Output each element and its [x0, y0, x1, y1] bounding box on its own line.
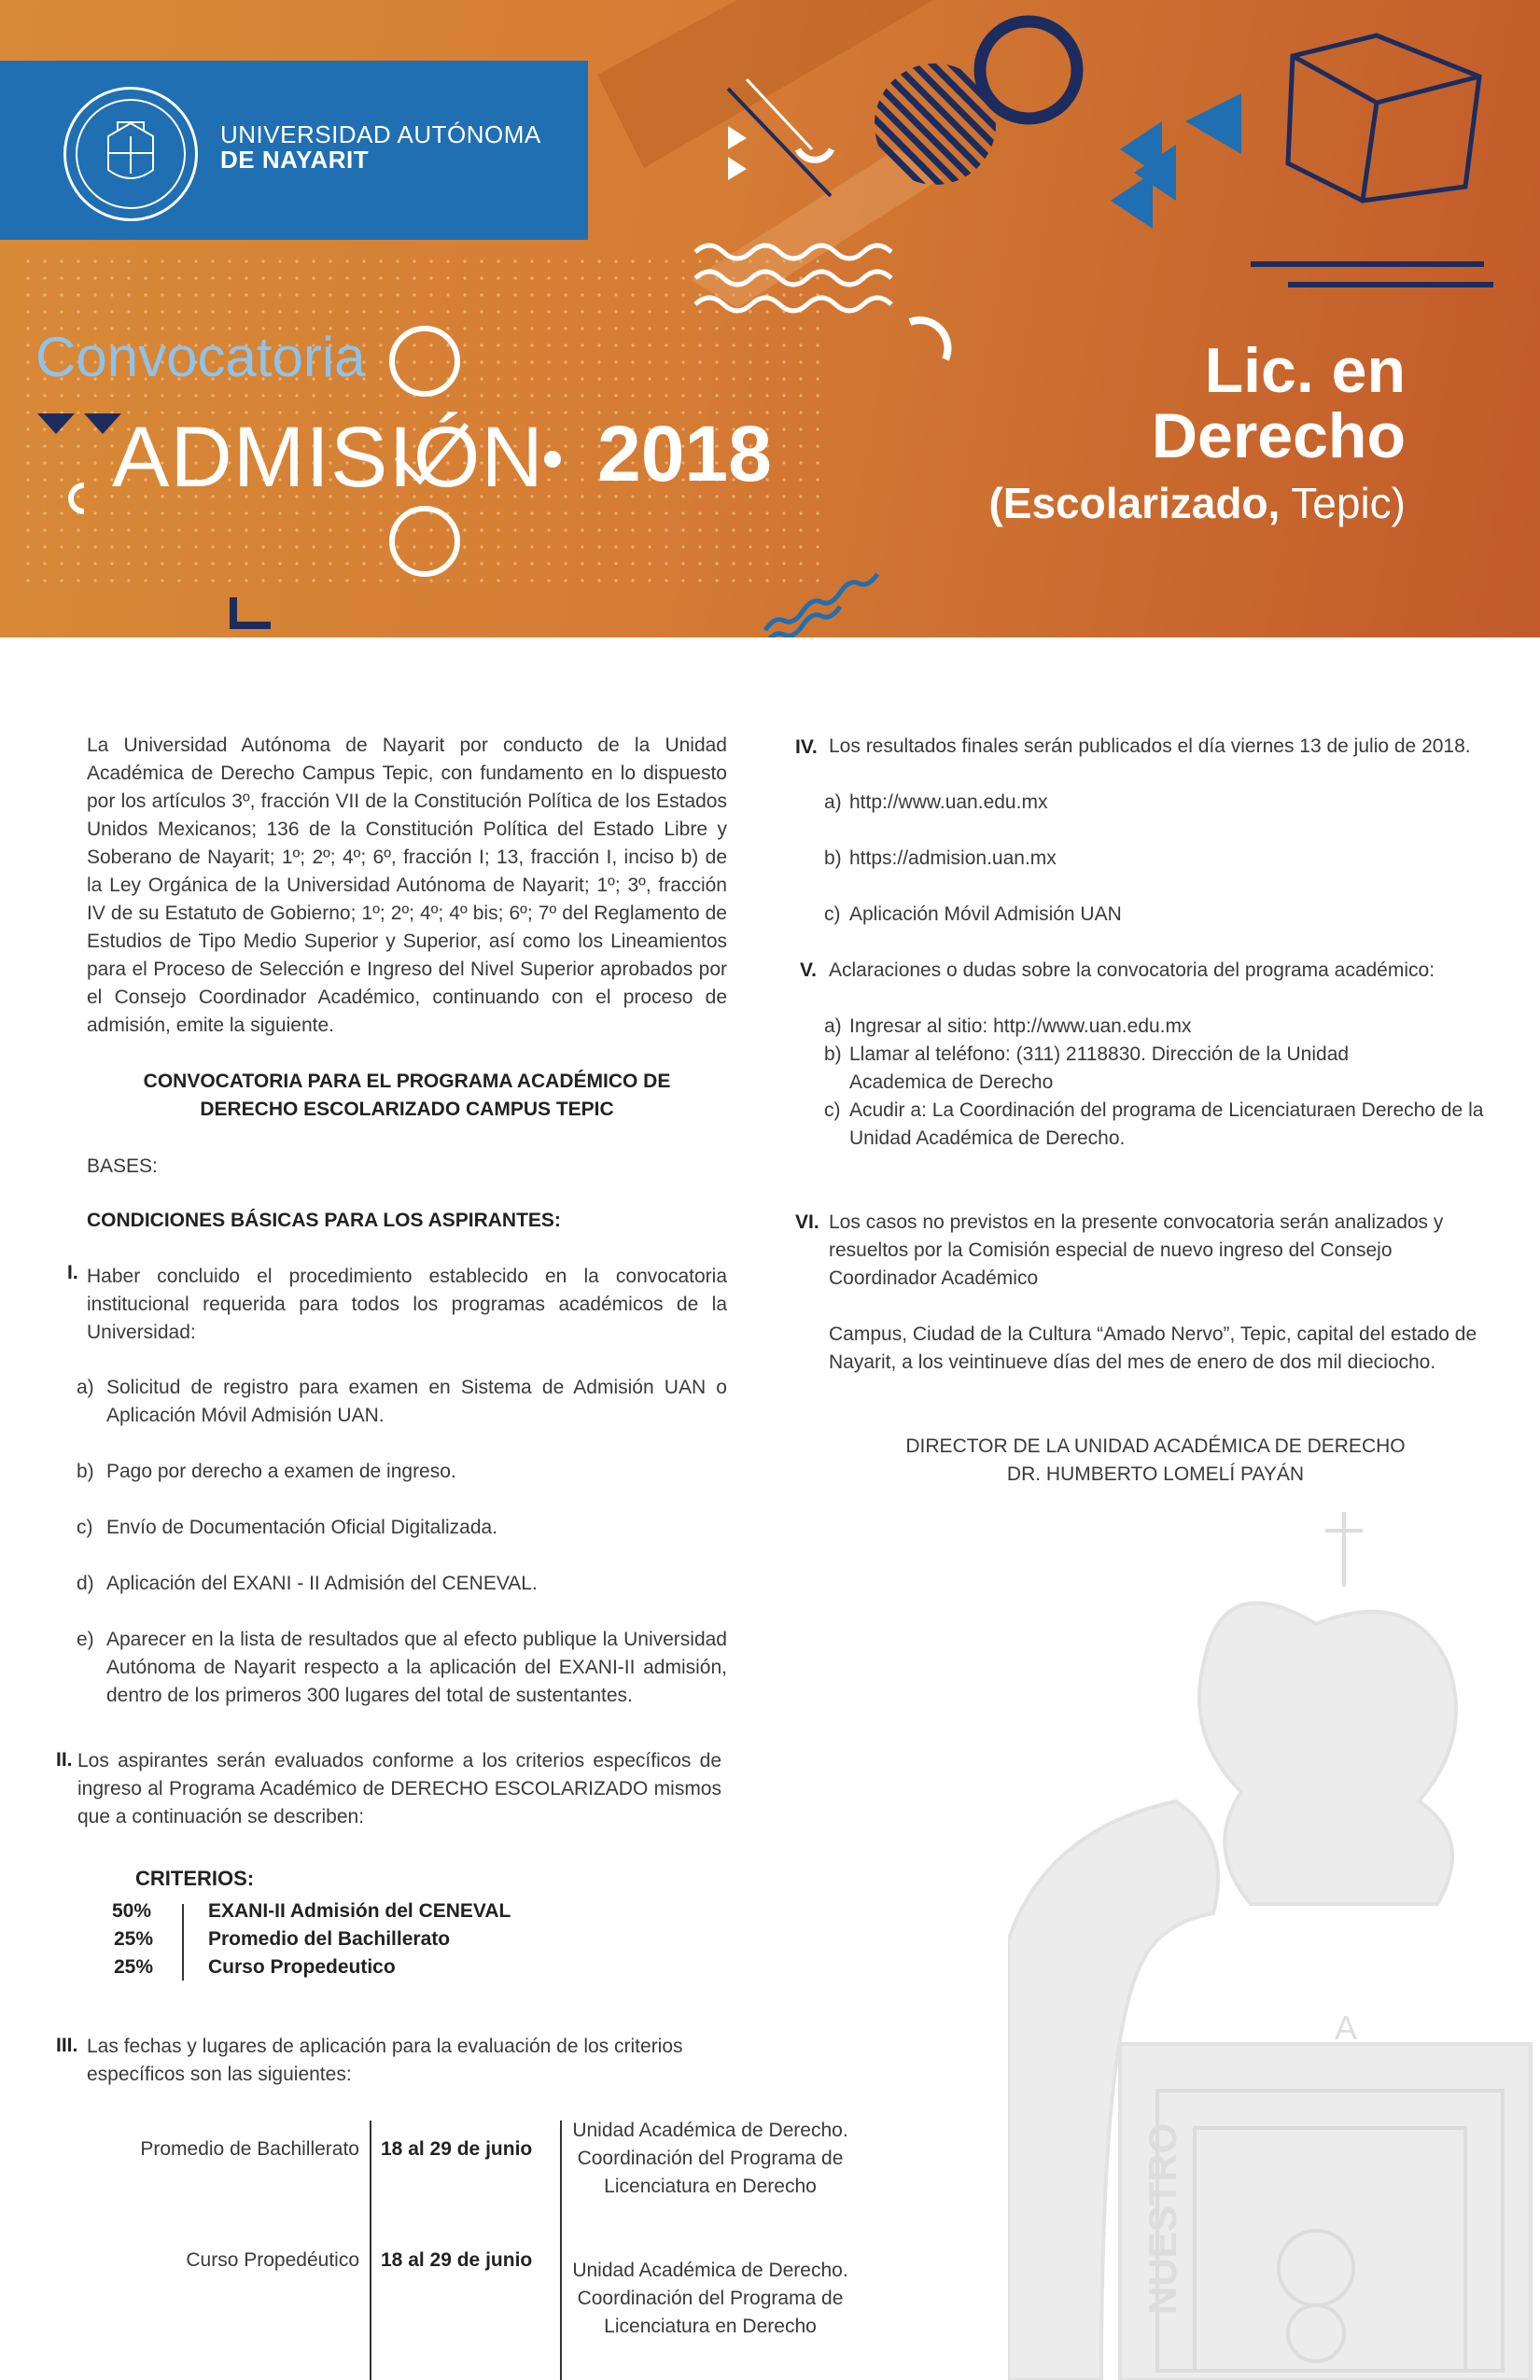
criteria-name: Promedio del Bachillerato	[208, 1928, 451, 1950]
university-name	[220, 122, 541, 173]
table-divider	[370, 2121, 371, 2380]
list-item-label: b)	[77, 1461, 94, 1482]
list-item-label: e)	[77, 1629, 94, 1650]
list-item	[77, 1374, 727, 1430]
signature-title: DIRECTOR DE LA UNIDAD ACADÉMICA DE DERECHO	[905, 1435, 1406, 1457]
section3-number: III.	[56, 2035, 78, 2056]
list-item-text: Aplicación del EXANI - II Admisión del CENEVAL.	[106, 1573, 538, 1594]
table-place: Unidad Académica de Derecho. Coordinación del Programa de Licenciatura en Derecho	[572, 2120, 848, 2197]
program-title-line1: Lic. en	[1204, 335, 1406, 406]
section5-text: Aclaraciones o dudas sobre la convocatoria del programa académico:	[829, 959, 1435, 981]
header-banner	[0, 0, 1540, 637]
list-item-text: Envío de Documentación Oficial Digitalizada.	[106, 1517, 498, 1538]
list-item-text: Acudir a: La Coordinación del programa de Licenciaturaen Derecho de la Unidad Académica de Derecho.	[849, 1099, 1484, 1149]
list-item-text: Aplicación Móvil Admisión UAN	[849, 903, 1122, 925]
list-item	[824, 1013, 1477, 1041]
table-place: Unidad Académica de Derecho. Coordinación del Programa de Licenciatura en Derecho	[572, 2260, 848, 2337]
list-item-text: Solicitud de registro para examen en Sistema de Admisión UAN o Aplicación Móvil Admisión UAN.	[106, 1377, 727, 1426]
section4-text: Los resultados finales serán publicados el día viernes 13 de julio de 2018.	[829, 735, 1471, 757]
program-subtitle-light: Tepic)	[1280, 479, 1406, 527]
university-name-line2: DE NAYARIT	[220, 146, 370, 174]
admision-title: ADMISIÓN	[112, 410, 544, 505]
section6-number: VI.	[795, 1211, 819, 1233]
section2-number: II.	[56, 1749, 73, 1771]
list-item	[77, 1626, 727, 1710]
table-dates: 18 al 29 de junio	[381, 2138, 533, 2160]
svg-text:A: A	[1335, 2009, 1358, 2047]
table-divider	[560, 2121, 562, 2380]
table-dates: 18 al 29 de junio	[381, 2249, 533, 2271]
list-item	[824, 1041, 1477, 1097]
list-item	[824, 1097, 1484, 1153]
program-title-line2: Derecho	[1151, 400, 1406, 471]
criteria-name: Curso Propedeutico	[208, 1956, 396, 1978]
section6-text: Los casos no previstos en la presente convocatoria serán analizados y resueltos por la Comisión especial de nuevo ingreso del Consejo Coordinador Académico	[829, 1211, 1444, 1289]
list-item-label: b)	[824, 847, 842, 869]
watermark-text: NUESTRO	[1141, 2122, 1184, 2315]
list-item	[824, 845, 1477, 873]
convocatoria-title-block	[87, 1068, 727, 1124]
university-logo-bar[interactable]	[0, 61, 588, 240]
criteria-divider	[182, 1904, 184, 1981]
table-criterion: Promedio de Bachillerato	[140, 2138, 359, 2160]
list-item-text: https://admision.uan.mx	[849, 847, 1057, 869]
list-item-text: http://www.uan.edu.mx	[849, 791, 1048, 813]
program-subtitle	[988, 478, 1406, 528]
section5-number: V.	[800, 959, 817, 981]
criteria-pct: 25%	[114, 1956, 154, 1978]
list-item	[77, 1458, 727, 1486]
signature-block	[829, 1433, 1482, 1489]
list-item-label: c)	[824, 903, 841, 925]
bases-label: BASES:	[87, 1155, 158, 1177]
section1-number: I.	[67, 1262, 78, 1283]
list-item-text: Ingresar al sitio: http://www.uan.edu.mx	[849, 1015, 1192, 1037]
closing-paragraph: Campus, Ciudad de la Cultura “Amado Nervo”, Tepic, capital del estado de Nayarit, a los veintinueve días del mes de enero de dos mil dieciocho.	[829, 1323, 1477, 1373]
section1-text: Haber concluido el procedimiento establecido en la convocatoria institucional requerida para todos los programas académicos de la Universidad:	[87, 1266, 727, 1343]
program-subtitle-bold: (Escolarizado,	[988, 479, 1281, 527]
criteria-heading: CRITERIOS:	[135, 1867, 255, 1890]
list-item	[77, 1570, 727, 1598]
criteria-pct: 25%	[114, 1928, 154, 1950]
list-item	[824, 789, 1477, 817]
table-criterion: Curso Propedéutico	[186, 2249, 359, 2271]
criteria-name: EXANI-II Admisión del CENEVAL	[208, 1900, 511, 1922]
conditions-heading: CONDICIONES BÁSICAS PARA LOS ASPIRANTES:	[87, 1210, 561, 1231]
list-item-label: c)	[77, 1517, 93, 1538]
list-item-text: Aparecer en la lista de resultados que al efecto publique la Universidad Autónoma de Nayarit respecto a la aplicación del EXANI-II admisión, dentro de los primeros 300 lugares del total de sustentantes.	[106, 1629, 727, 1706]
list-item-label: c)	[824, 1099, 841, 1121]
intro-paragraph: La Universidad Autónoma de Nayarit por conducto de la Unidad Académica de Derecho Campus Tepic, con fundamento en lo dispuesto por los artículos 3º, fracción VII de la Constitución Política de los Estados Unidos Mexicanos; 136 de la Constitución Política del Estado Libre y Soberano de Nayarit; 1º; 2º; 4º; 6º, fracción I; 13, fracción I, inciso b) de la Ley Orgánica de la Universidad Autónoma de Nayarit; 1º; 3º, fracción IV de su Estatuto de Gobierno; 1º; 2º; 4º; 4º bis; 6º; 7º del Reglamento de Estudios de Tipo Medio Superior y Superior, así como los Lineamientos para el Proceso de Selección e Ingreso del Nivel Superior aprobados por el Consejo Coordinador Académico, continuando con el proceso de admisión, emite la siguiente.	[87, 735, 727, 1036]
signature-name: DR. HUMBERTO LOMELÍ PAYÁN	[1006, 1463, 1305, 1485]
list-item	[77, 1514, 727, 1542]
section2-text: Los aspirantes serán evaluados conforme a los criterios específicos de ingreso al Programa Académico de DERECHO ESCOLARIZADO mismos que a continuación se describen:	[77, 1750, 721, 1827]
list-item	[824, 901, 1477, 929]
year-title: 2018	[597, 410, 772, 497]
university-seal-icon	[63, 87, 198, 221]
criteria-pct: 50%	[112, 1900, 152, 1922]
list-item-text: Pago por derecho a examen de ingreso.	[106, 1461, 456, 1482]
list-item-text: Llamar al teléfono: (311) 2118830. Dirección de la Unidad Academica de Derecho	[849, 1043, 1350, 1093]
list-item-label: a)	[77, 1377, 94, 1398]
convocatoria-title-line1: CONVOCATORIA PARA EL PROGRAMA ACADÉMICO DE	[143, 1071, 671, 1092]
list-item-label: a)	[824, 791, 842, 813]
convocatoria-title-line2: DERECHO ESCOLARIZADO CAMPUS TEPIC	[200, 1099, 614, 1120]
convocatoria-title: Convocatoria	[35, 326, 366, 388]
list-item-label: d)	[77, 1573, 94, 1594]
section3-text: Las fechas y lugares de aplicación para la evaluación de los criterios específicos son las siguientes:	[87, 2036, 683, 2085]
list-item-label: b)	[824, 1043, 842, 1065]
watermark-crest-icon	[1008, 1493, 1540, 2380]
section4-number: IV.	[795, 736, 818, 758]
list-item-label: a)	[824, 1015, 842, 1037]
university-name-line1: UNIVERSIDAD AUTÓNOMA	[220, 120, 541, 148]
